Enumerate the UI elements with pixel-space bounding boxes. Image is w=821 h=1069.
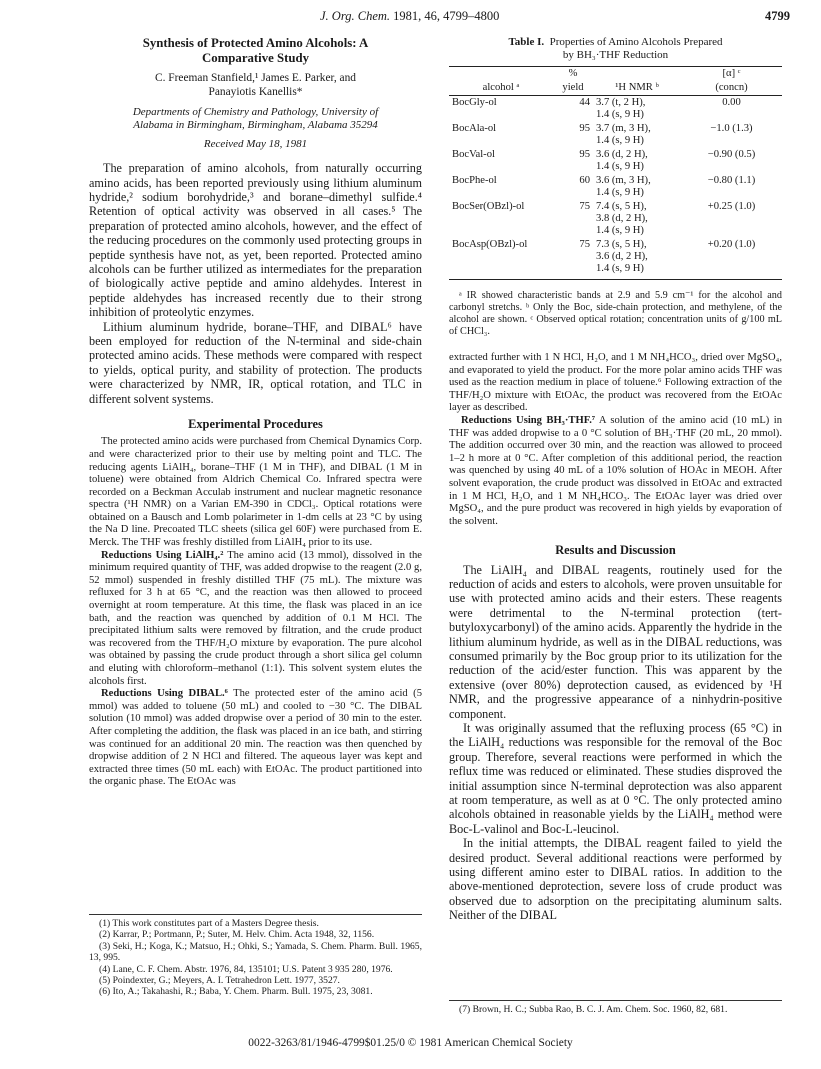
page-number: 4799 bbox=[765, 9, 790, 23]
table-caption-line-2: by BH₃·THF Reduction bbox=[562, 49, 669, 61]
table-caption-text-1: Properties of Amino Alcohols Prepared bbox=[549, 36, 723, 48]
nmr-line: 3.7 (m, 3 H), bbox=[596, 123, 651, 134]
experimental-section bbox=[89, 436, 422, 789]
copyright-line: 0022-3263/81/1946-4799$01.25/0 © 1981 American Chemical Society bbox=[248, 1037, 573, 1049]
cell-alcohol: BocPhe-ol bbox=[452, 175, 497, 186]
cell-rotation: −1.0 (1.3) bbox=[710, 123, 753, 134]
dibal-text: The protected ester of the amino acid (5 mmol) was added to toluene (50 mL) and cooled to −30 °C. The DIBAL solution (10 mmol) was added dropwise over a period of 30 min to the ester. After completing the addition, the flask was placed in an ice bath, and stirring was continued for an additional 20 min. The reaction was then quenched by dropwise addition of 2 N HCl and filtered. The aqueous layer was kept and extracted three times (50 mL each) with EtOAc. The product partitioned into the organic phase. The EtOAc was bbox=[89, 688, 422, 788]
journal-name: J. Org. Chem. bbox=[320, 9, 391, 23]
cell-yield: 75 bbox=[579, 201, 590, 212]
cell-nmr bbox=[593, 148, 681, 174]
cell-yield: 95 bbox=[579, 123, 590, 134]
bh3-text: A solution of the amino acid (10 mL) in THF was added dropwise to a 0 °C solution of BH₃·THF (20 mL, 20 mmol). The addition occurred over 30 min, and the reaction was allowed to proceed 1–2 h more at 0 °C. After completion of this additional period, the reaction was quenched by using 40 mL of a 10% solution of HOAc in MEOH. After solvent evaporation, the crude product was dissolved in EtOAc and extracted in 1 M HCl, H₂O, and 1 M NH₄HCO₃. The EtOAc layer was dried over MgSO₄, and the pure product was recovered in high yields by evaporation of the solvent. bbox=[449, 414, 782, 527]
footnote-2: (2) Karrar, P.; Portmann, P.; Suter, M. Helv. Chim. Acta 1948, 32, 1156. bbox=[99, 929, 375, 941]
intro-paragraph-1: The preparation of amino alcohols, from naturally occurring amino acids, has been reported previously using lithium aluminum hydride,² sodium borohydride,³ and borane–dimethyl sulfide.⁴ Retention of optical activity was observed in all cases.⁵ The preparation of protected amino alcohols, however, and the effect of the reducing procedures on the commonly used protecting groups in peptide synthesis have not, as yet, been reported. Protected amino alcohols can be further utilized as intermediates for the preparation of biologically active peptide and amino aldehydes. Interest in peptide aldehydes has increased recently due to their strong inhibition of proteolytic enzymes. bbox=[89, 161, 422, 320]
nmr-line: 1.4 (s, 9 H) bbox=[596, 135, 644, 146]
header-nmr: ¹H NMR ᵇ bbox=[593, 81, 681, 96]
footnote-4: (4) Lane, C. F. Chem. Abstr. 1976, 84, 135101; U.S. Patent 3 935 280, 1976. bbox=[99, 963, 393, 975]
nmr-line: 3.6 (d, 2 H), bbox=[596, 251, 648, 262]
header-alcohol: alcohol ᵃ bbox=[449, 81, 553, 96]
cell-alcohol: BocSer(OBzl)-ol bbox=[452, 201, 525, 212]
footnotes-right bbox=[449, 1000, 782, 1015]
table-row bbox=[449, 200, 782, 238]
cell-yield: 75 bbox=[553, 238, 593, 280]
footnote-7: (7) Brown, H. C.; Subba Rao, B. C. J. Am. Chem. Soc. 1960, 82, 681. bbox=[459, 1004, 728, 1015]
properties-table bbox=[449, 66, 782, 280]
dibal-paragraph bbox=[89, 688, 422, 789]
table-header-row-top bbox=[449, 67, 782, 82]
cell-nmr bbox=[593, 200, 681, 238]
lialh4-paragraph bbox=[89, 550, 422, 689]
title-line-2: Comparative Study bbox=[202, 51, 309, 65]
footnotes-left bbox=[89, 914, 422, 998]
nmr-line: 1.4 (s, 9 H) bbox=[596, 109, 644, 120]
cell-nmr bbox=[593, 174, 681, 200]
experimental-continued bbox=[449, 352, 782, 528]
nmr-line: 3.8 (d, 2 H), bbox=[596, 213, 648, 224]
cell-alcohol: BocAla-ol bbox=[452, 123, 497, 134]
cell-yield: 44 bbox=[579, 97, 590, 108]
introduction bbox=[89, 161, 422, 406]
header-yield-percent: % bbox=[553, 67, 593, 82]
intro-paragraph-2: Lithium aluminum hydride, borane–THF, and DIBAL⁶ have been employed for reduction of the N-terminal and side-chain protected amino acids. These methods were compared with respect to yields, optical purity, and stability of protection. The products were characterized by NMR, IR, optical rotation, and TLC in different solvent systems. bbox=[89, 319, 422, 406]
cell-rotation: +0.20 (1.0) bbox=[681, 238, 782, 280]
table-row bbox=[449, 96, 782, 123]
footnote-5: (5) Poindexter, G.; Meyers, A. I. Tetrahedron Lett. 1977, 3527. bbox=[99, 975, 340, 987]
results-paragraph-1: The LiAlH₄ and DIBAL reagents, routinely used for the reduction of acids and esters to alcohols, were proven unsuitable for use with protected amino acids and their esters. These reagents were detrimental to the N-terminal protection (tert-butyloxycarbonyl) of the amino acids. Apparently the hydride in the lithium aluminum hydride, as well as in the DIBAL reductions, was consumed primarily by the Boc group prior to its utilization for the reduction of the acid/ester function. This was apparent by the extensive (over 80%) deprotection caused, as evidenced by ¹H NMR, and the progressive appearance of a ninhydrin-positive component. bbox=[449, 562, 782, 721]
affiliation-line-1: Departments of Chemistry and Pathology, University of bbox=[132, 106, 379, 118]
cell-nmr bbox=[593, 122, 681, 148]
cell-nmr bbox=[593, 96, 681, 123]
footnote-rule bbox=[89, 914, 422, 915]
bh3-paragraph bbox=[449, 415, 782, 528]
cell-yield: 60 bbox=[579, 175, 590, 186]
lialh4-text: The amino acid (13 mmol), dissolved in the minimum required quantity of THF, was added dropwise to the reagent (2.0 g, 52 mmol) suspended in freshly distilled THF (75 mL). The mixture was refluxed for 3 h at 65 °C, and the reaction was then allowed to proceed overnight at room temperature. At this time, the flask was placed in an ice bath, and the reaction was quenched by addition of 0.1 M HCl. The precipitated lithium salts were removed by filtration, and the crude product was recovered from the THF/H₂O mixture by evaporation. The pure alcohol was obtained by passing the crude product through a short silica gel column and eluting with chloroform–methanol (1:1). This solvent system elutes the alcohols first. bbox=[89, 549, 422, 687]
running-header bbox=[320, 9, 790, 29]
received-date: Received May 18, 1981 bbox=[203, 138, 308, 150]
nmr-line: 1.4 (s, 9 H) bbox=[596, 161, 644, 172]
table-notes: ᵃ IR showed characteristic bands at 2.9 and 5.9 cm⁻¹ for the alcohol and carbonyl stretchs. ᵇ Only the Boc, side-chain protection, and methylene, of the alcohol are shown. ᶜ Observed optical rotation; concentration units of g/100 mL of CHCl₃. bbox=[449, 290, 782, 337]
affiliation-line-2: Alabama in Birmingham, Birmingham, Alabama 35294 bbox=[133, 119, 378, 131]
results-heading: Results and Discussion bbox=[555, 543, 676, 558]
authors bbox=[89, 72, 422, 99]
lialh4-heading: Reductions Using LiAlH₄.² bbox=[101, 549, 224, 561]
header-rotation-top: [α] ᶜ bbox=[681, 67, 782, 82]
experimental-intro: The protected amino acids were purchased from Chemical Dynamics Corp. and were characterized prior to their use by melting point and TLC. The reducing agents LiAlH₄, borane–THF (1 M in THF), and DIBAL (1 M in toluene) were obtained from Aldrich Chemical Co. Infrared spectra were recorded on a Beckman Acculab instrument and nuclear magnetic resonance spectra (¹H NMR) on a Varian EM-390 in CDCl₃. Optical rotations were obtained on a Bausch and Lomb polarimeter in 1-dm cells at 23 °C by using the Na D line. Precoated TLC sheets (silica gel 60F) were purchased from E. Merck. The THF was freshly distilled from LiAlH₄ prior to its use. bbox=[89, 436, 422, 549]
cell-rotation: 0.00 bbox=[722, 97, 741, 108]
journal-volume-pages: 1981, 46, 4799–4800 bbox=[393, 9, 500, 23]
authors-line-2: Panayiotis Kanellis* bbox=[208, 85, 303, 98]
cell-rotation: +0.25 (1.0) bbox=[707, 201, 756, 212]
right-column bbox=[449, 36, 782, 923]
title-line-1: Synthesis of Protected Amino Alcohols: A bbox=[142, 36, 369, 50]
footnote-1: (1) This work constitutes part of a Masters Degree thesis. bbox=[99, 918, 319, 929]
cell-alcohol: BocAsp(OBzl)-ol bbox=[449, 238, 553, 280]
left-column bbox=[89, 36, 422, 789]
nmr-line: 7.4 (s, 5 H), bbox=[596, 201, 647, 212]
nmr-line: 1.4 (s, 9 H) bbox=[596, 263, 644, 274]
journal-citation bbox=[320, 9, 499, 24]
nmr-line: 1.4 (s, 9 H) bbox=[596, 187, 644, 198]
nmr-line: 3.6 (m, 3 H), bbox=[596, 175, 651, 186]
table-label: Table I. bbox=[508, 36, 545, 48]
table-row bbox=[449, 122, 782, 148]
header-yield: yield bbox=[553, 81, 593, 96]
dibal-continued: extracted further with 1 N HCl, H₂O, and 1 M NH₄HCO₃, dried over MgSO₄, and evaporated to yield the product. For the more polar amino acids THF was used as the reaction medium in place of toluene.⁶ Following extraction of the THF/H₂O mixture with EtOAc, the product was recovered from the EtOAc layer as described. bbox=[449, 352, 782, 414]
affiliation bbox=[89, 106, 422, 132]
footnote-3: (3) Seki, H.; Koga, K.; Matsuo, H.; Ohki, S.; Yamada, S. Chem. Pharm. Bull. 1965, 13, 995. bbox=[89, 940, 422, 964]
results-paragraph-3: In the initial attempts, the DIBAL reagent failed to yield the desired product. Several additional reactions were performed by using different amino ester to DIBAL ratios. In addition to the above-mentioned deprotection, severe loss of crude product was observed due to adsorption on the precipitating aluminum salts. Neither of the DIBAL bbox=[449, 836, 782, 923]
table-caption-line-1 bbox=[449, 36, 782, 49]
dibal-heading: Reductions Using DIBAL.⁶ bbox=[101, 688, 228, 700]
nmr-line: 3.6 (d, 2 H), bbox=[596, 149, 648, 160]
bh3-heading: Reductions Using BH₃·THF.⁷ bbox=[461, 414, 596, 426]
footnote-6: (6) Ito, A.; Takahashi, R.; Baba, Y. Chem. Pharm. Bull. 1975, 23, 3081. bbox=[99, 986, 373, 998]
table-row bbox=[449, 238, 782, 280]
nmr-line: 3.7 (t, 2 H), bbox=[596, 97, 646, 108]
cell-alcohol: BocGly-ol bbox=[452, 97, 497, 108]
table-row bbox=[449, 174, 782, 200]
cell-alcohol: BocVal-ol bbox=[452, 149, 495, 160]
results-section bbox=[449, 563, 782, 923]
table-caption bbox=[449, 36, 782, 62]
nmr-line: 7.3 (s, 5 H), bbox=[596, 239, 647, 250]
header-rotation: (concn) bbox=[681, 81, 782, 96]
table-row bbox=[449, 148, 782, 174]
footnote-rule bbox=[449, 1000, 782, 1001]
cell-nmr bbox=[593, 238, 681, 280]
results-paragraph-2: It was originally assumed that the refluxing process (65 °C) in the LiAlH₄ reductions was responsible for the removal of the Boc group. Therefore, several reactions were performed in which the reflux time was reduced or eliminated. These studies disproved the initial assumption since N-terminal deprotection was also apparent at room temperature, as well as at 0 °C. The only protected amino alcohols obtained in reasonable yields by the LiAlH₄ method were Boc-L-valinol and Boc-L-leucinol. bbox=[449, 720, 782, 836]
cell-rotation: −0.80 (1.1) bbox=[707, 175, 756, 186]
table-header-row bbox=[449, 81, 782, 96]
authors-line-1: C. Freeman Stanfield,¹ James E. Parker, and bbox=[155, 72, 356, 84]
cell-yield: 95 bbox=[579, 149, 590, 160]
experimental-heading: Experimental Procedures bbox=[188, 417, 323, 432]
cell-rotation: −0.90 (0.5) bbox=[707, 149, 756, 160]
article-title bbox=[89, 36, 422, 66]
nmr-line: 1.4 (s, 9 H) bbox=[596, 225, 644, 236]
